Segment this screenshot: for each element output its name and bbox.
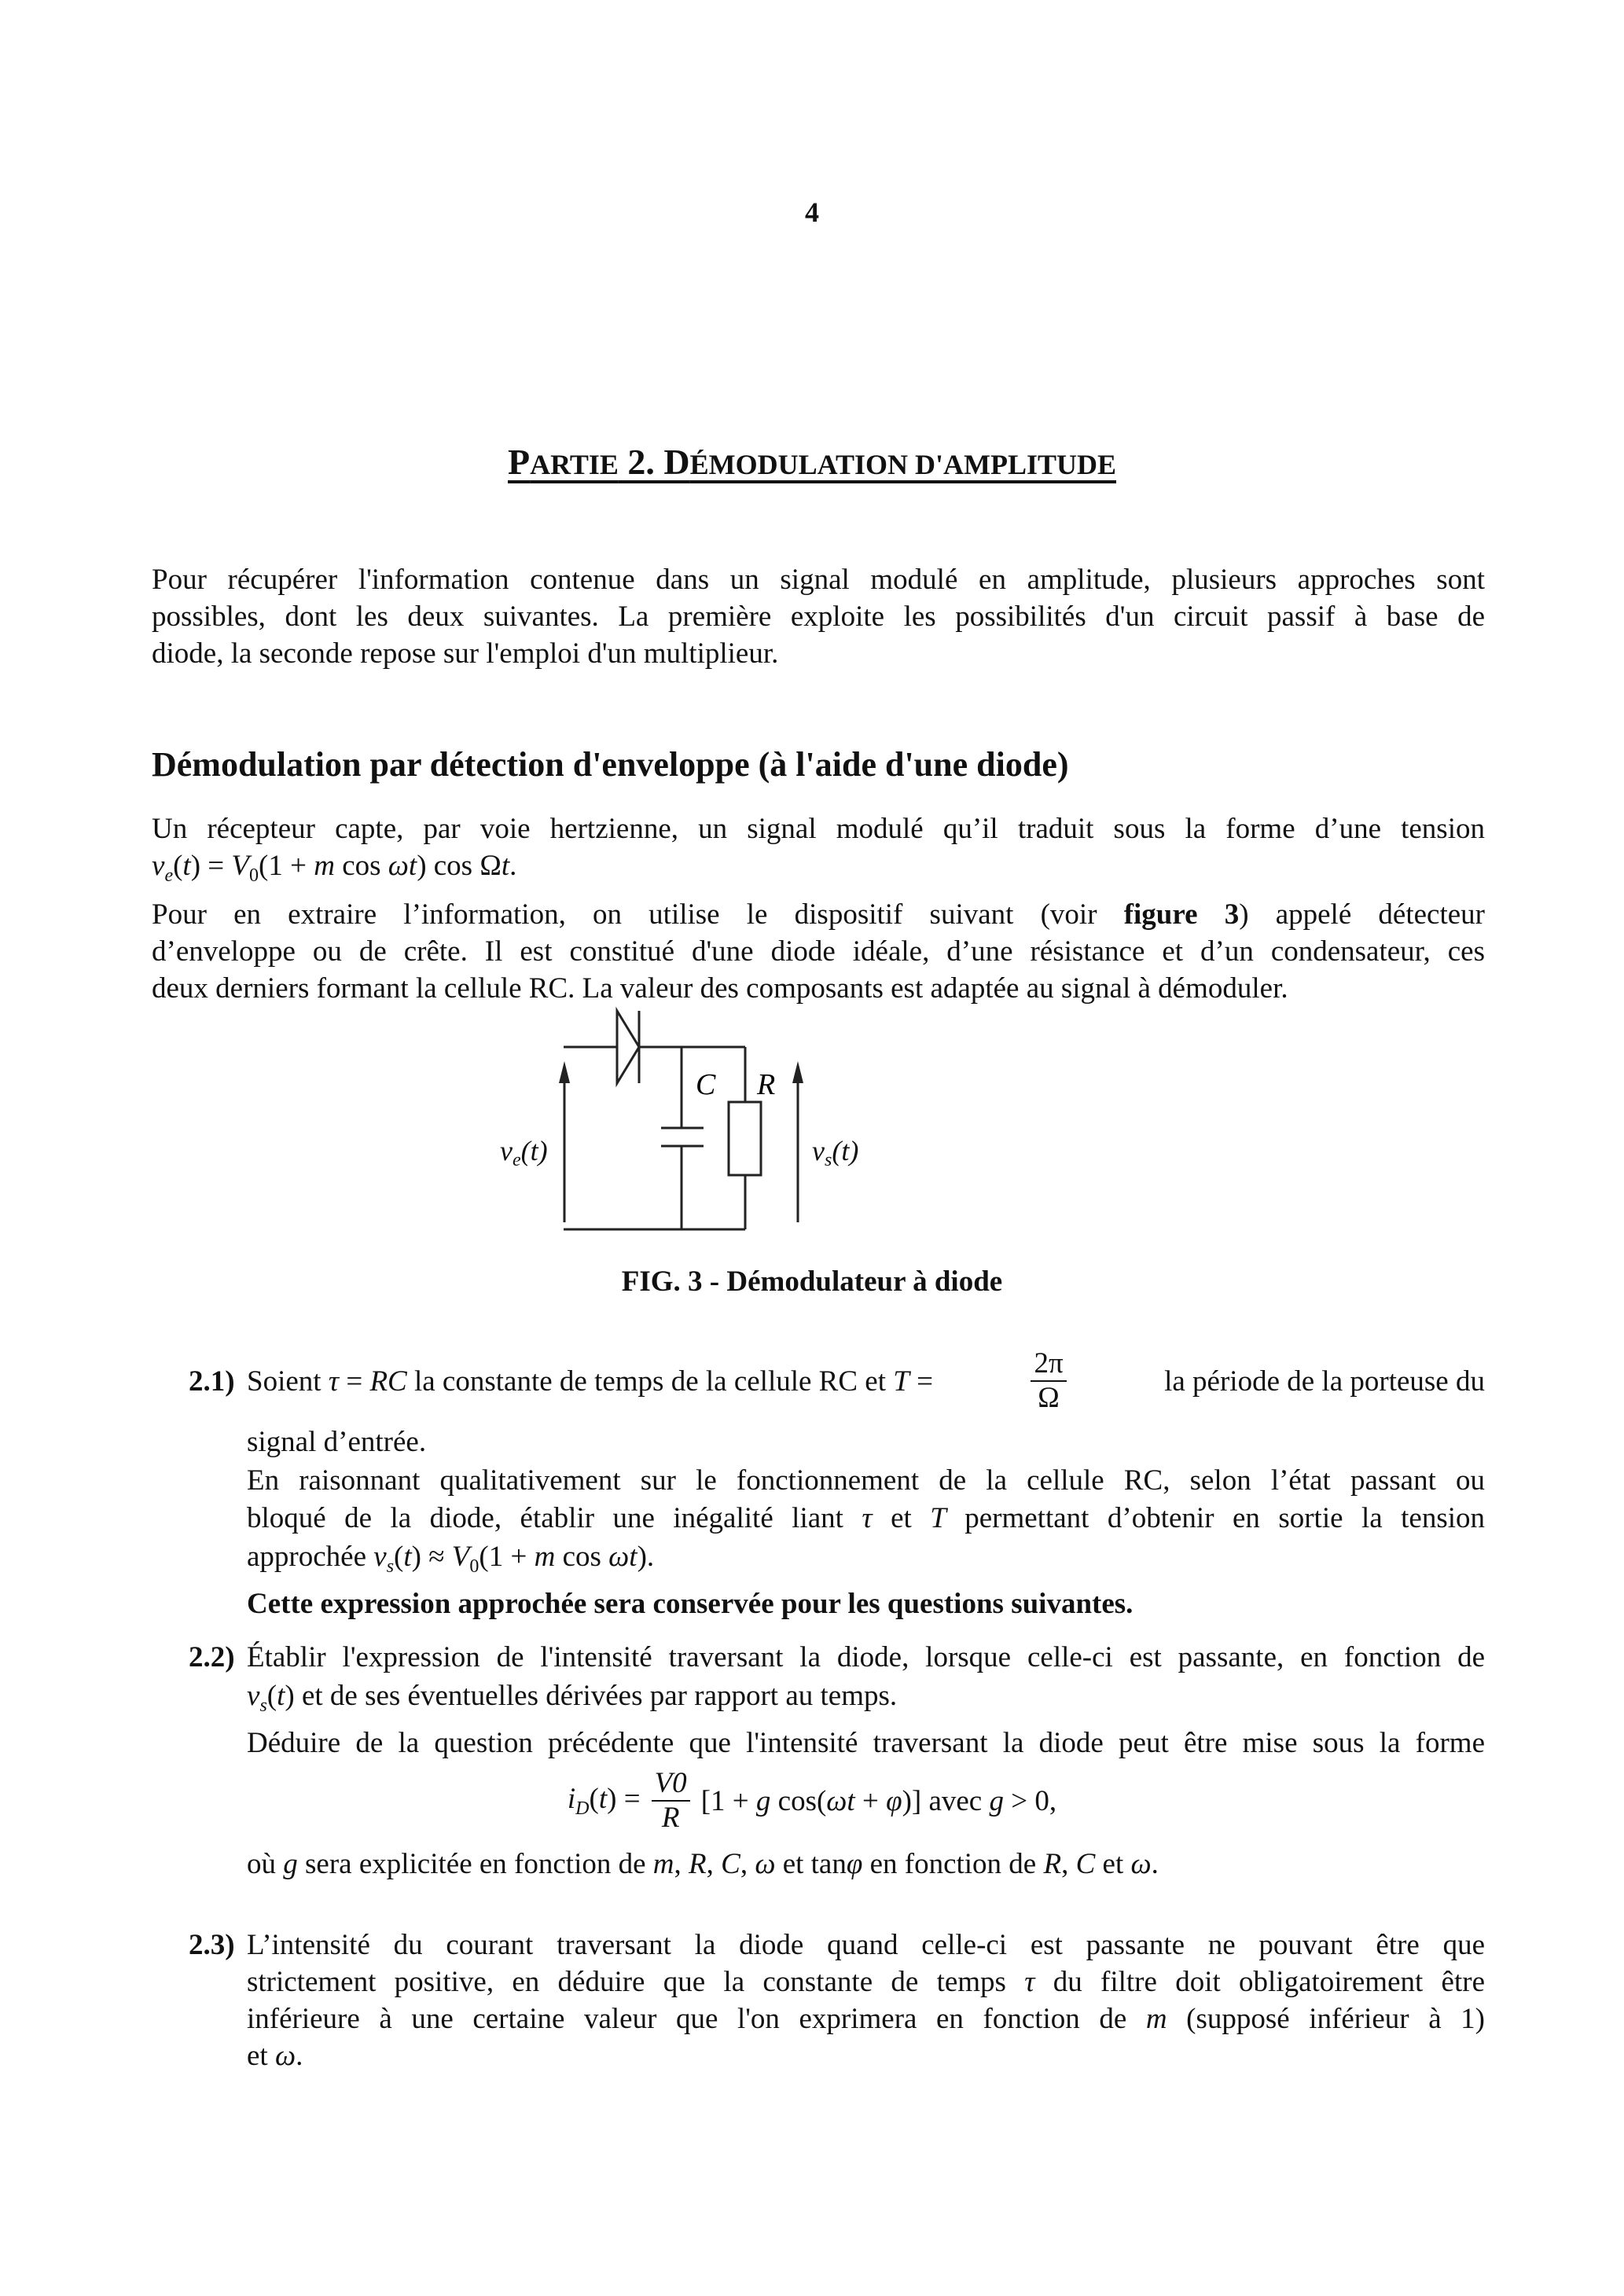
frac-num: 2π [1031, 1347, 1066, 1382]
text-segment: V [231, 850, 250, 882]
page-number: 4 [805, 197, 819, 228]
text-segment: En raisonnant qualitativement sur le fonctionnement de la cellule RC, selon l’état passant ou [247, 1464, 1485, 1497]
q21-fraction [1031, 1347, 1066, 1415]
text-segment: diode, la seconde repose sur l'emploi d'un multiplieur. [152, 637, 779, 670]
text-segment: )] avec [902, 1784, 990, 1817]
label-r: R [757, 1068, 776, 1101]
title-artie: ARTIE [530, 449, 619, 480]
text-segment: t [182, 850, 191, 882]
text-segment: φ [846, 1848, 863, 1880]
q22-eq-left [568, 1782, 641, 1820]
text-segment: e [164, 865, 174, 886]
q22-eq-fraction [652, 1767, 690, 1835]
q22-eq-right [701, 1784, 1056, 1818]
text-segment: v [373, 1541, 387, 1573]
label-part: e [512, 1150, 521, 1170]
text-segment: ( [394, 1541, 404, 1573]
q22-line [247, 1640, 1485, 1676]
q22-equation [0, 1767, 1624, 1835]
text-segment: τ [1024, 1966, 1035, 1998]
resistor-icon [729, 1102, 761, 1175]
arrow-vs-head [792, 1061, 803, 1083]
label-ve [500, 1135, 548, 1176]
text-segment: ωt [388, 850, 417, 882]
frac-den: Ω [1038, 1382, 1060, 1414]
text-segment: , [706, 1848, 722, 1880]
text-segment: cos [334, 850, 388, 882]
text-segment: ( [266, 1680, 277, 1712]
text-segment: 0 [249, 865, 259, 886]
text-segment: ) = [190, 850, 232, 882]
q21-line [247, 1586, 1133, 1622]
title-rest: ÉMODULATION D'AMPLITUDE [689, 449, 1116, 480]
text-segment: (1 + [259, 850, 314, 882]
text-segment: R [1043, 1848, 1062, 1880]
text-segment: et tan [775, 1848, 847, 1880]
text-segment: L’intensité du courant traversant la diode quand celle-ci est passante ne pouvant être que [247, 1929, 1485, 1961]
figure-caption: FIG. 3 - Démodulateur à diode [621, 1266, 1003, 1298]
title-p: P [508, 442, 531, 482]
q23-line [247, 2001, 1485, 2037]
text-segment: ω [274, 2040, 296, 2072]
label-vs [812, 1135, 858, 1176]
q23-line [247, 1927, 1485, 1964]
text-segment: R [689, 1848, 707, 1880]
text-segment: ω [1130, 1848, 1152, 1880]
eq-den: R [661, 1802, 680, 1834]
text-segment: Un récepteur capte, par voie hertzienne, un signal modulé qu’il traduit sous la forme d’une tension [152, 813, 1485, 845]
text-segment: s [386, 1556, 395, 1577]
text-segment: . [509, 850, 517, 882]
text-segment: du filtre doit obligatoirement être [1034, 1966, 1485, 1998]
text-segment: t [277, 1680, 285, 1712]
text-segment: , [674, 1848, 689, 1880]
q23-line [247, 2038, 303, 2074]
text-segment: cos( [770, 1784, 827, 1817]
text-segment: . [296, 2040, 303, 2072]
text-segment: ) ≈ [411, 1541, 452, 1573]
text-segment: et [1095, 1848, 1131, 1880]
arrow-ve-head [559, 1061, 570, 1083]
q22-line [247, 1846, 1159, 1883]
text-segment: τ [862, 1502, 873, 1534]
text-segment: = [909, 1365, 933, 1398]
eq-num: V0 [652, 1767, 690, 1802]
text-segment: 0 [469, 1556, 479, 1577]
text-segment: T [930, 1502, 946, 1534]
text-segment: ( [173, 850, 183, 882]
text-segment: en fonction de [862, 1848, 1044, 1880]
text-segment: bloqué de la diode, établir une inégalité liant [247, 1502, 862, 1534]
text-segment: m [314, 850, 335, 882]
text-segment: deux derniers formant la cellule RC. La valeur des composants est adaptée au signal à démoduler. [152, 972, 1288, 1005]
text-segment: m [652, 1848, 674, 1880]
q23-line [247, 1964, 1485, 2000]
text-segment: m [534, 1541, 556, 1573]
text-segment: , [740, 1848, 755, 1880]
q22-number: 2.2) [189, 1641, 235, 1673]
text-segment: φ [886, 1784, 902, 1817]
text-segment: Pour récupérer l'information contenue dans un signal modulé en amplitude, plusieurs approches sont [152, 564, 1485, 596]
label-part: v [812, 1135, 825, 1166]
text-segment: la constante de temps de la cellule RC et [406, 1365, 894, 1398]
q22-line [247, 1725, 1485, 1761]
text-segment: (1 + [479, 1541, 535, 1573]
label-part: (t) [520, 1135, 548, 1166]
diode-icon [617, 1011, 639, 1083]
text-segment: T [893, 1365, 909, 1398]
text-segment: ω [755, 1848, 776, 1880]
text-segment: C [721, 1848, 740, 1880]
text-segment: m [1145, 2003, 1167, 2035]
text-segment: i [567, 1783, 576, 1815]
text-segment: ) cos Ω [417, 850, 502, 882]
label-part: s [824, 1150, 832, 1170]
label-part: (t) [832, 1135, 859, 1166]
text-segment: [1 + [700, 1784, 756, 1817]
text-segment: sera explicitée en fonction de [297, 1848, 653, 1880]
q21-line [247, 1539, 654, 1585]
text-segment: , [1061, 1848, 1076, 1880]
text-segment: Cette expression approchée sera conservée pour les questions suivantes. [247, 1588, 1133, 1620]
text-segment: Déduire de la question précédente que l'intensité traversant la diode peut être mise sous la forme [247, 1727, 1485, 1759]
text-segment: signal d’entrée. [247, 1426, 427, 1458]
text-segment: approchée [247, 1541, 374, 1573]
text-segment: D [575, 1798, 590, 1819]
text-segment: RC [369, 1365, 407, 1398]
q21-first-row [247, 1347, 1485, 1415]
q21-line [247, 1463, 1485, 1499]
text-segment: τ [328, 1365, 340, 1398]
text-segment: ( [589, 1783, 599, 1815]
text-segment: Soient [247, 1365, 329, 1398]
text-segment: figure 3 [1123, 898, 1240, 931]
text-segment: cos [555, 1541, 609, 1573]
text-segment: et [247, 2040, 275, 2072]
text-segment: t [501, 850, 510, 882]
q21-first [247, 1365, 933, 1398]
text-segment: possibles, dont les deux suivantes. La première exploite les possibilités d'un circuit passif à base de [152, 601, 1485, 633]
text-segment: g [283, 1848, 298, 1880]
text-segment: t [598, 1783, 608, 1815]
text-segment: = [339, 1365, 370, 1398]
q23-number: 2.3) [189, 1929, 235, 1961]
text-segment: v [152, 850, 165, 882]
q21-first-end [1164, 1365, 1485, 1398]
text-segment: ) et de ses éventuelles dérivées par rapport au temps. [285, 1680, 898, 1712]
label-part: v [500, 1135, 513, 1166]
text-segment: ). [637, 1541, 655, 1573]
text-segment: inférieure à une certaine valeur que l'on exprimera en fonction de [247, 2003, 1146, 2035]
text-segment: g [989, 1784, 1004, 1817]
text-segment: V [451, 1541, 470, 1573]
text-segment: v [247, 1680, 260, 1712]
text-segment: C [1075, 1848, 1096, 1880]
q21-number: 2.1) [189, 1365, 235, 1398]
title-num: 2. D [618, 442, 690, 482]
text-segment: Pour en extraire l’information, on utilise le dispositif suivant (voir [152, 898, 1124, 931]
text-segment: la période de la porteuse du [1164, 1365, 1485, 1398]
text-segment: ωt [608, 1541, 637, 1573]
text-segment: g [755, 1784, 771, 1817]
text-segment: + [854, 1784, 887, 1817]
text-segment: et [872, 1502, 931, 1534]
text-segment: (supposé inférieur à 1) [1167, 2003, 1486, 2035]
text-segment: où [247, 1848, 284, 1880]
label-c: C [696, 1068, 716, 1101]
text-segment: ωt [826, 1784, 855, 1817]
q21-line [247, 1501, 1485, 1537]
text-segment: . [1151, 1848, 1159, 1880]
text-segment: ) appelé détecteur [1239, 898, 1485, 931]
q21-line [247, 1424, 426, 1460]
text-segment: Établir l'expression de l'intensité traversant la diode, lorsque celle-ci est passante, en fonction de [247, 1641, 1485, 1673]
text-segment: strictement positive, en déduire que la constante de temps [247, 1966, 1025, 1998]
text-segment: > 0, [1003, 1784, 1057, 1817]
text-segment: s [259, 1695, 267, 1716]
section-heading: Démodulation par détection d'enveloppe (à l'aide d'une diode) [152, 745, 1069, 784]
text-segment: ) = [607, 1783, 641, 1815]
text-segment: permettant d’obtenir en sortie la tension [946, 1502, 1486, 1534]
text-segment: d’enveloppe ou de crête. Il est constitué d'une diode idéale, d’une résistance et d’un condensateur, ces [152, 935, 1485, 968]
text-segment: t [403, 1541, 412, 1573]
q22-line [247, 1678, 897, 1724]
